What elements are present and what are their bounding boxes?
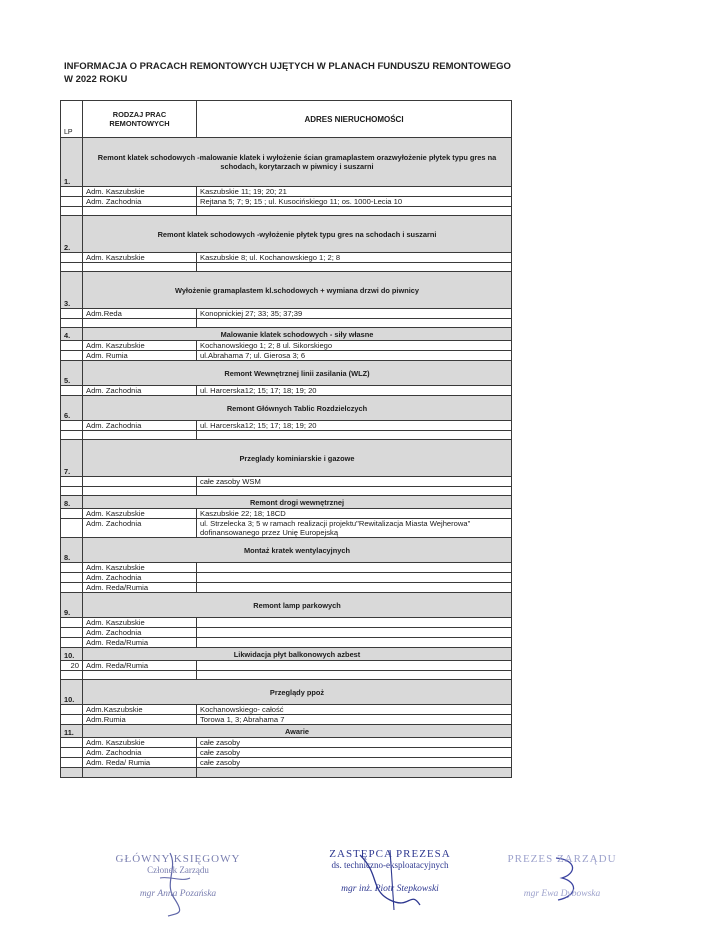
row-lp bbox=[61, 421, 83, 431]
table-row bbox=[61, 519, 512, 538]
section-header bbox=[61, 648, 512, 661]
row-address: Torowa 1, 3; Abrahama 7 bbox=[197, 715, 512, 725]
row-administration: Adm. Kaszubskie bbox=[83, 341, 197, 351]
row-administration: Adm. Reda/Rumia bbox=[83, 661, 197, 671]
table-header bbox=[61, 101, 512, 138]
blank-row bbox=[61, 207, 512, 216]
stamp-middle-name: mgr inż. Piotr Stepkowski bbox=[341, 884, 439, 894]
row-lp bbox=[61, 253, 83, 263]
section-header bbox=[61, 593, 512, 618]
blank-row bbox=[61, 487, 512, 496]
row-lp bbox=[61, 351, 83, 361]
blank-cell bbox=[61, 319, 83, 328]
row-lp bbox=[61, 309, 83, 319]
table-row bbox=[61, 351, 512, 361]
row-address bbox=[197, 628, 512, 638]
works-table bbox=[60, 100, 512, 778]
row-address: ul. Harcerska12; 15; 17; 18; 19; 20 bbox=[197, 386, 512, 396]
blank-cell bbox=[197, 431, 512, 440]
row-address: Rejtana 5; 7; 9; 15 ; ul. Kusocińskiego 11; os. 1000-Lecia 10 bbox=[197, 197, 512, 207]
row-lp bbox=[61, 738, 83, 748]
blank-cell bbox=[197, 487, 512, 496]
table-row bbox=[61, 661, 512, 671]
row-address: całe zasoby bbox=[197, 738, 512, 748]
row-administration: Adm. Zachodnia bbox=[83, 628, 197, 638]
row-lp bbox=[61, 509, 83, 519]
blank-row bbox=[61, 431, 512, 440]
section-title: Remont lamp parkowych bbox=[83, 593, 512, 618]
row-address bbox=[197, 638, 512, 648]
section-header bbox=[61, 725, 512, 738]
row-lp bbox=[61, 187, 83, 197]
stamp-middle-role: ds. techniczno-eksploatacyjnych bbox=[331, 860, 449, 870]
blank-row bbox=[61, 319, 512, 328]
row-lp bbox=[61, 758, 83, 768]
section-header bbox=[61, 396, 512, 421]
section-title: Likwidacja płyt balkonowych azbest bbox=[83, 648, 512, 661]
row-address: Kaszubskie 8; ul. Kochanowskiego 1; 2; 8 bbox=[197, 253, 512, 263]
document-title bbox=[64, 60, 511, 86]
table-row bbox=[61, 705, 512, 715]
blank-cell bbox=[197, 207, 512, 216]
section-number: 1. bbox=[61, 138, 83, 187]
row-administration: Adm. Rumia bbox=[83, 351, 197, 361]
table-row bbox=[61, 187, 512, 197]
stamp-left-name: mgr Anna Pozańska bbox=[139, 889, 217, 899]
blank-cell bbox=[61, 431, 83, 440]
stamp-chief-accountant bbox=[108, 853, 248, 899]
row-administration: Adm. Zachodnia bbox=[83, 386, 197, 396]
row-lp bbox=[61, 197, 83, 207]
section-number: 10. bbox=[61, 680, 83, 705]
row-administration: Adm. Kaszubskie bbox=[83, 738, 197, 748]
section-number: 8. bbox=[61, 496, 83, 509]
table-row bbox=[61, 253, 512, 263]
section-title: Remont Wewnętrznej linii zasilania (WLZ) bbox=[83, 361, 512, 386]
header-address: ADRES NIERUCHOMOŚCI bbox=[197, 101, 512, 138]
section-number: 11. bbox=[61, 725, 83, 738]
row-administration: Adm. Zachodnia bbox=[83, 421, 197, 431]
table-footer-row bbox=[61, 768, 512, 778]
header-lp: LP bbox=[61, 101, 83, 138]
title-line-1: INFORMACJA O PRACACH REMONTOWYCH UJĘTYCH W PLANACH FUNDUSZU REMONTOWEGO bbox=[64, 61, 511, 72]
section-title: Przeglądy ppoż bbox=[83, 680, 512, 705]
blank-row bbox=[61, 671, 512, 680]
blank-cell bbox=[61, 487, 83, 496]
section-title: Awarie bbox=[83, 725, 512, 738]
section-number: 8. bbox=[61, 538, 83, 563]
table-row bbox=[61, 509, 512, 519]
section-header bbox=[61, 538, 512, 563]
row-administration: Adm. Kaszubskie bbox=[83, 253, 197, 263]
table-row bbox=[61, 573, 512, 583]
stamp-middle-title: ZASTĘPCA PREZESA bbox=[329, 848, 451, 860]
blank-cell bbox=[61, 671, 83, 680]
row-administration: Adm. Zachodnia bbox=[83, 748, 197, 758]
section-number: 3. bbox=[61, 272, 83, 309]
table-row bbox=[61, 628, 512, 638]
section-title: Remont klatek schodowych -wyłożenie płytek typu gres na schodach i suszarni bbox=[83, 216, 512, 253]
section-title: Montaż kratek wentylacyjnych bbox=[83, 538, 512, 563]
row-lp bbox=[61, 715, 83, 725]
section-number: 7. bbox=[61, 440, 83, 477]
section-number: 6. bbox=[61, 396, 83, 421]
row-lp bbox=[61, 341, 83, 351]
footer-cell bbox=[83, 768, 197, 778]
blank-cell bbox=[197, 671, 512, 680]
section-header bbox=[61, 328, 512, 341]
row-address bbox=[197, 661, 512, 671]
row-address: ul. Harcerska12; 15; 17; 18; 19; 20 bbox=[197, 421, 512, 431]
stamp-right-title: PREZES ZARZĄDU bbox=[507, 853, 617, 865]
row-address: Kochanowskiego- całość bbox=[197, 705, 512, 715]
row-lp bbox=[61, 563, 83, 573]
row-administration: Adm. Kaszubskie bbox=[83, 187, 197, 197]
section-title: Remont klatek schodowych -malowanie klatek i wyłożenie ścian gramaplastem orazwyłożenie płytek typu gres na schodach, korytarzach w piwnicy i suszarni bbox=[83, 138, 512, 187]
section-title: Remont drogi wewnętrznej bbox=[83, 496, 512, 509]
table-row bbox=[61, 638, 512, 648]
blank-cell bbox=[197, 319, 512, 328]
table-row bbox=[61, 563, 512, 573]
section-title: Przeglady kominiarskie i gazowe bbox=[83, 440, 512, 477]
blank-cell bbox=[83, 431, 197, 440]
row-address: Kaszubskie 11; 19; 20; 21 bbox=[197, 187, 512, 197]
row-lp: 20 bbox=[61, 661, 83, 671]
blank-row bbox=[61, 263, 512, 272]
row-administration: Adm. Zachodnia bbox=[83, 519, 197, 538]
row-administration: Adm.Rumia bbox=[83, 715, 197, 725]
table-row bbox=[61, 738, 512, 748]
row-lp bbox=[61, 705, 83, 715]
section-header bbox=[61, 216, 512, 253]
section-number: 4. bbox=[61, 328, 83, 341]
stamp-left-title: GŁÓWNY KSIĘGOWY bbox=[115, 853, 241, 865]
row-lp bbox=[61, 618, 83, 628]
section-header bbox=[61, 138, 512, 187]
row-administration bbox=[83, 477, 197, 487]
row-administration: Adm. Reda/Rumia bbox=[83, 638, 197, 648]
section-number: 10. bbox=[61, 648, 83, 661]
table-row bbox=[61, 477, 512, 487]
stamp-left-role: Członek Zarządu bbox=[147, 865, 209, 875]
blank-cell bbox=[83, 319, 197, 328]
section-header bbox=[61, 496, 512, 509]
row-administration: Adm. Reda/ Rumia bbox=[83, 758, 197, 768]
section-header bbox=[61, 680, 512, 705]
row-address bbox=[197, 563, 512, 573]
row-lp bbox=[61, 477, 83, 487]
row-lp bbox=[61, 748, 83, 758]
row-address bbox=[197, 618, 512, 628]
blank-cell bbox=[197, 263, 512, 272]
row-address: Kochanowskiego 1; 2; 8 ul. Sikorskiego bbox=[197, 341, 512, 351]
row-administration: Adm. Kaszubskie bbox=[83, 509, 197, 519]
title-line-2: W 2022 ROKU bbox=[64, 74, 128, 85]
blank-cell bbox=[83, 671, 197, 680]
table-row bbox=[61, 341, 512, 351]
row-address bbox=[197, 583, 512, 593]
section-number: 5. bbox=[61, 361, 83, 386]
row-lp bbox=[61, 573, 83, 583]
stamp-president bbox=[492, 853, 632, 899]
table-row bbox=[61, 758, 512, 768]
section-title: Malowanie klatek schodowych - siły własne bbox=[83, 328, 512, 341]
row-address bbox=[197, 573, 512, 583]
table-row bbox=[61, 583, 512, 593]
table-row bbox=[61, 618, 512, 628]
row-address: ul.Abrahama 7; ul. Gierosa 3; 6 bbox=[197, 351, 512, 361]
row-address: Kaszubskie 22; 18; 18CD bbox=[197, 509, 512, 519]
section-header bbox=[61, 440, 512, 477]
footer-cell bbox=[197, 768, 512, 778]
row-administration: Adm. Zachodnia bbox=[83, 197, 197, 207]
blank-cell bbox=[83, 487, 197, 496]
row-lp bbox=[61, 519, 83, 538]
table-row bbox=[61, 421, 512, 431]
table-row bbox=[61, 748, 512, 758]
row-administration: Adm.Kaszubskie bbox=[83, 705, 197, 715]
row-administration: Adm. Kaszubskie bbox=[83, 563, 197, 573]
section-header bbox=[61, 361, 512, 386]
row-administration: Adm. Zachodnia bbox=[83, 573, 197, 583]
row-administration: Adm. Reda/Rumia bbox=[83, 583, 197, 593]
section-number: 2. bbox=[61, 216, 83, 253]
row-address: Konopnickiej 27; 33; 35; 37;39 bbox=[197, 309, 512, 319]
footer-cell bbox=[61, 768, 83, 778]
section-title: Remont Głównych Tablic Rozdzielczych bbox=[83, 396, 512, 421]
row-address: całe zasoby bbox=[197, 758, 512, 768]
row-lp bbox=[61, 583, 83, 593]
blank-cell bbox=[83, 207, 197, 216]
row-lp bbox=[61, 628, 83, 638]
stamp-right-name: mgr Ewa Dybowska bbox=[523, 889, 601, 899]
table-row bbox=[61, 386, 512, 396]
blank-cell bbox=[83, 263, 197, 272]
section-header bbox=[61, 272, 512, 309]
row-lp bbox=[61, 386, 83, 396]
row-administration: Adm.Reda bbox=[83, 309, 197, 319]
table-row bbox=[61, 309, 512, 319]
section-title: Wyłożenie gramaplastem kl.schodowych + wymiana drzwi do piwnicy bbox=[83, 272, 512, 309]
table-row bbox=[61, 197, 512, 207]
row-lp bbox=[61, 638, 83, 648]
header-work-type: RODZAJ PRAC REMONTOWYCH bbox=[83, 101, 197, 138]
section-number: 9. bbox=[61, 593, 83, 618]
row-address: całe zasoby bbox=[197, 748, 512, 758]
row-address: ul. Strzelecka 3; 5 w ramach realizacji projektu"Rewitalizacja Miasta Wejherowa" dofinansowanego przez Unię Europejską bbox=[197, 519, 512, 538]
row-address: całe zasoby WSM bbox=[197, 477, 512, 487]
table-row bbox=[61, 715, 512, 725]
blank-cell bbox=[61, 207, 83, 216]
row-administration: Adm. Kaszubskie bbox=[83, 618, 197, 628]
stamp-vice-president bbox=[300, 848, 480, 894]
blank-cell bbox=[61, 263, 83, 272]
